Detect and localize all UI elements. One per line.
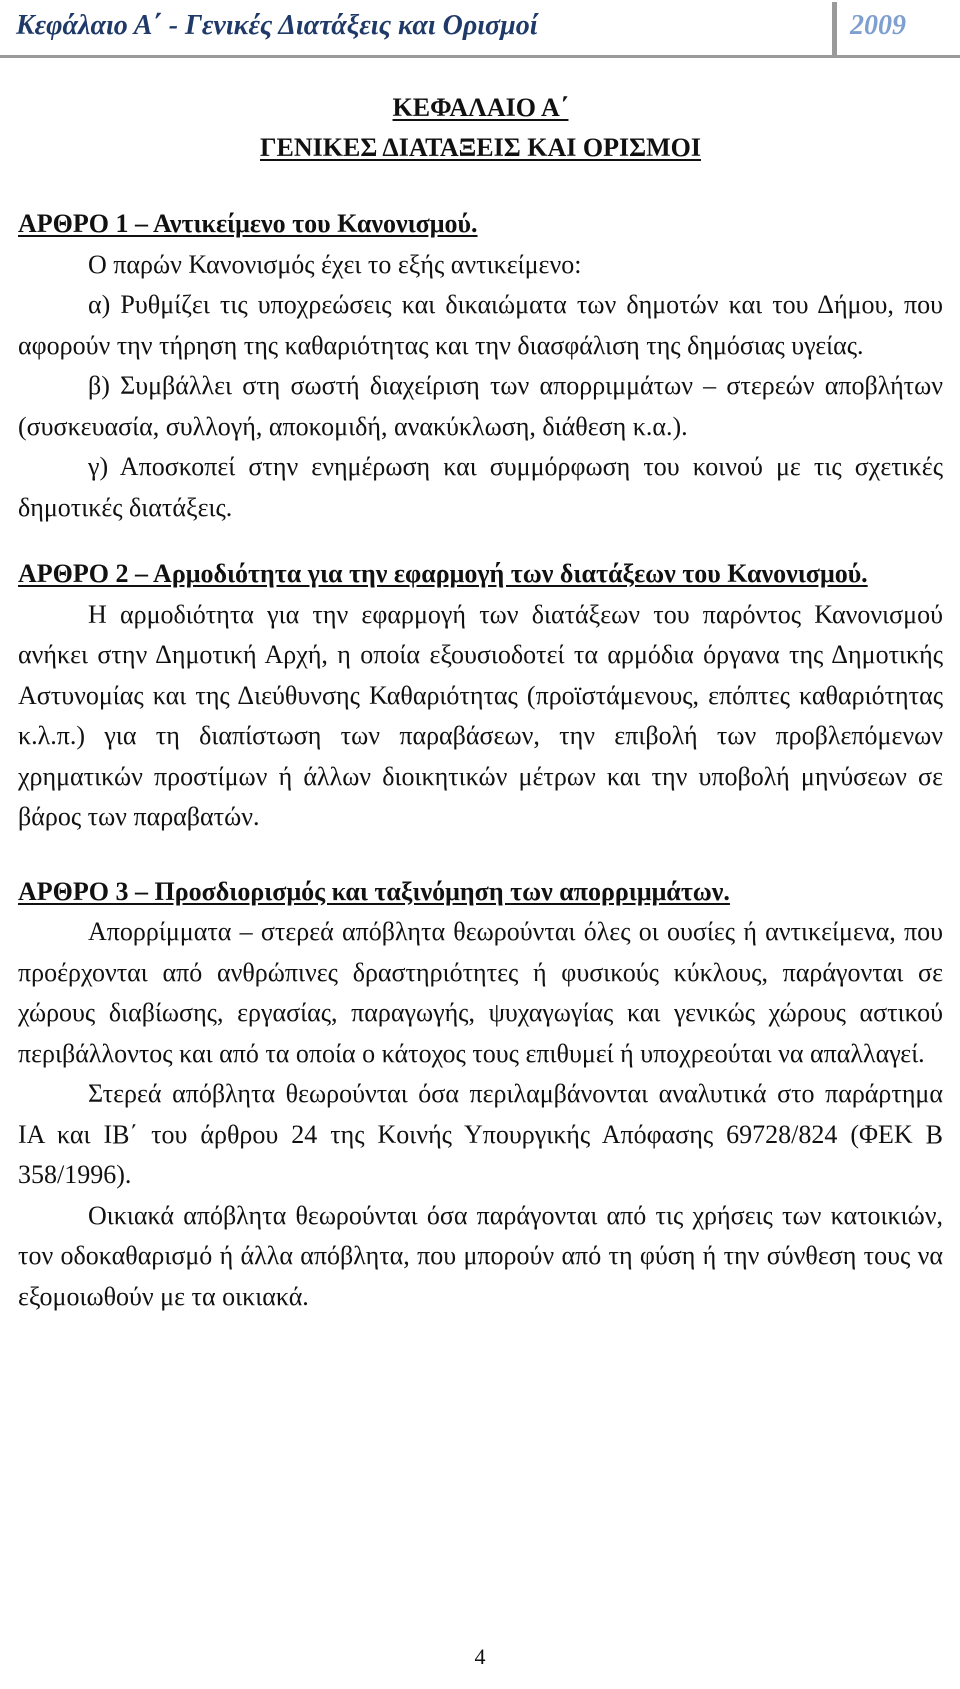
article-1-paragraph-c: γ) Αποσκοπεί στην ενημέρωση και συμμόρφωση του κοινού με τις σχετικές δημοτικές διατάξεις. bbox=[18, 452, 943, 522]
article-3-paragraph-2: Στερεά απόβλητα θεωρούνται όσα περιλαμβάνονται αναλυτικά στο παράρτημα ΙΑ και ΙΒ΄ του άρθρου 24 της Κοινής Υπουργικής Απόφασης 69728/824 (ΦΕΚ Β 358/1996). bbox=[18, 1079, 943, 1189]
article-1-paragraph-b: β) Συμβάλλει στη σωστή διαχείριση των απορριμμάτων – στερεών αποβλήτων (συσκευασία, συλλογή, αποκομιδή, ανακύκλωση, διάθεση κ.α.). bbox=[18, 371, 943, 441]
page-number: 4 bbox=[474, 1644, 486, 1669]
header-divider bbox=[832, 2, 837, 56]
chapter-title-line2: ΓΕΝΙΚΕΣ ΔΙΑΤΑΞΕΙΣ ΚΑΙ ΟΡΙΣΜΟΙ bbox=[260, 133, 701, 162]
article-1-heading: ΑΡΘΡΟ 1 – Αντικείμενο του Κανονισμού. bbox=[18, 209, 478, 238]
article-3-heading: ΑΡΘΡΟ 3 – Προσδιορισμός και ταξινόμηση των απορριμμάτων. bbox=[18, 876, 730, 906]
chapter-title-line1: ΚΕΦΑΛΑΙΟ Α΄ bbox=[392, 93, 569, 122]
document-body bbox=[18, 88, 943, 1317]
header-year: 2009 bbox=[850, 10, 906, 41]
page-header bbox=[0, 0, 960, 60]
article-3-paragraph-1: Απορρίμματα – στερεά απόβλητα θεωρούνται όλες οι ουσίες ή αντικείμενα, που προέρχονται από ανθρώπινες δραστηριότητες ή φυσικούς κύκλους, παράγονται σε χώρους διαβίωσης, εργασίας, παραγωγής, ψυχαγωγίας και γενικώς χώρους αστικού περιβάλλοντος και από τα οποία ο κάτοχος τους επιθυμεί ή υποχρεούται να απαλλαγεί. bbox=[18, 917, 943, 1068]
header-title: Κεφάλαιο Α΄ - Γενικές Διατάξεις και Ορισμοί bbox=[16, 10, 538, 41]
article-1-paragraph-a: α) Ρυθμίζει τις υποχρεώσεις και δικαιώματα των δημοτών και του Δήμου, που αφορούν την τήρηση της καθαριότητας και την διασφάλιση της δημόσιας υγείας. bbox=[18, 290, 943, 360]
article-1-paragraph-intro: Ο παρών Κανονισμός έχει το εξής αντικείμενο: bbox=[88, 249, 582, 279]
header-rule bbox=[0, 55, 960, 58]
article-3-paragraph-3: Οικιακά απόβλητα θεωρούνται όσα παράγονται από τις χρήσεις των κατοικιών, τον οδοκαθαρισμό ή άλλα απόβλητα, που μπορούν από τη φύση ή την σύνθεση τους να εξομοιωθούν με τα οικιακά. bbox=[18, 1200, 943, 1311]
article-2-heading: ΑΡΘΡΟ 2 – Αρμοδιότητα για την εφαρμογή των διατάξεων του Κανονισμού. bbox=[18, 559, 868, 588]
article-2-paragraph: Η αρμοδιότητα για την εφαρμογή των διατάξεων του παρόντος Κανονισμού ανήκει στην Δημοτική Αρχή, η οποία εξουσιοδοτεί τα αρμόδια όργανα της Δημοτικής Αστυνομίας και της Διεύθυνσης Καθαριότητας (προϊστάμενους, επόπτες καθαριότητας κ.λ.π.) για τη διαπίστωση των παραβάσεων, την επιβολή των προβλεπόμενων χρηματικών προστίμων ή άλλων διοικητικών μέτρων και την υποβολή μηνύσεων σε βάρος των παραβατών. bbox=[18, 599, 943, 831]
